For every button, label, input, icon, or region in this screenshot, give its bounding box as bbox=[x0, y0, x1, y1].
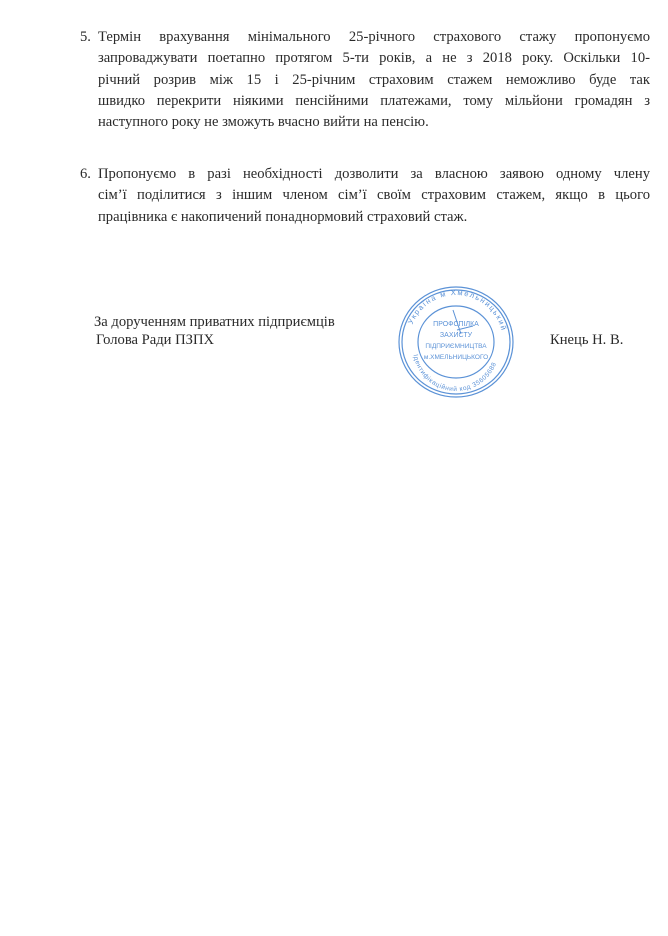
text-line: запроваджувати поетапно протягом 5-ти років, а не з 2018 року. Оскільки 10- bbox=[98, 50, 650, 67]
text-line: швидко перекрити ніякими пенсійними платежами, тому мільйони громадян з bbox=[98, 92, 650, 109]
item-number: 5. bbox=[80, 29, 91, 45]
svg-text:Україна м Хмельницький: Україна м Хмельницький bbox=[405, 287, 509, 333]
paragraph-item-5 bbox=[80, 27, 650, 133]
text-line: річний розрив між 15 і 25-річним страховим стажем неможливо буде так bbox=[98, 71, 650, 88]
text-line: Пропонуємо в разі необхідності дозволити за власною заявою одному члену bbox=[98, 166, 650, 182]
stamp-seal bbox=[395, 282, 517, 400]
signer-name: Кнець Н. В. bbox=[550, 332, 624, 348]
paragraph-item-6 bbox=[80, 164, 650, 228]
svg-text:ЗАХИСТУ: ЗАХИСТУ bbox=[439, 332, 473, 339]
svg-text:м.ХМЕЛЬНИЦЬКОГО: м.ХМЕЛЬНИЦЬКОГО bbox=[423, 354, 489, 361]
signature-title-2: Голова Ради ПЗПХ bbox=[96, 332, 215, 348]
signature-title-1: За дорученням приватних підприємців bbox=[94, 314, 335, 330]
text-line: Термін врахування мінімального 25-річного страхового стажу пропонуємо bbox=[98, 29, 650, 45]
text-line: сім’ї поділитися з іншим членом сім’ї своїм страховим стажем, якщо в цього bbox=[98, 187, 650, 204]
text-line: наступного року не зможуть вчасно вийти на пенсію. bbox=[98, 114, 429, 131]
svg-text:ПРОФСПІЛКА: ПРОФСПІЛКА bbox=[433, 321, 479, 328]
svg-text:Ідентифікаційний код 35605688: Ідентифікаційний код 35605688 bbox=[411, 353, 499, 394]
svg-text:ПІДПРИЄМНИЦТВА: ПІДПРИЄМНИЦТВА bbox=[425, 343, 487, 350]
text-line: працівника є накопичений понаднормовий страховий стаж. bbox=[98, 208, 468, 225]
item-number: 6. bbox=[80, 166, 91, 182]
